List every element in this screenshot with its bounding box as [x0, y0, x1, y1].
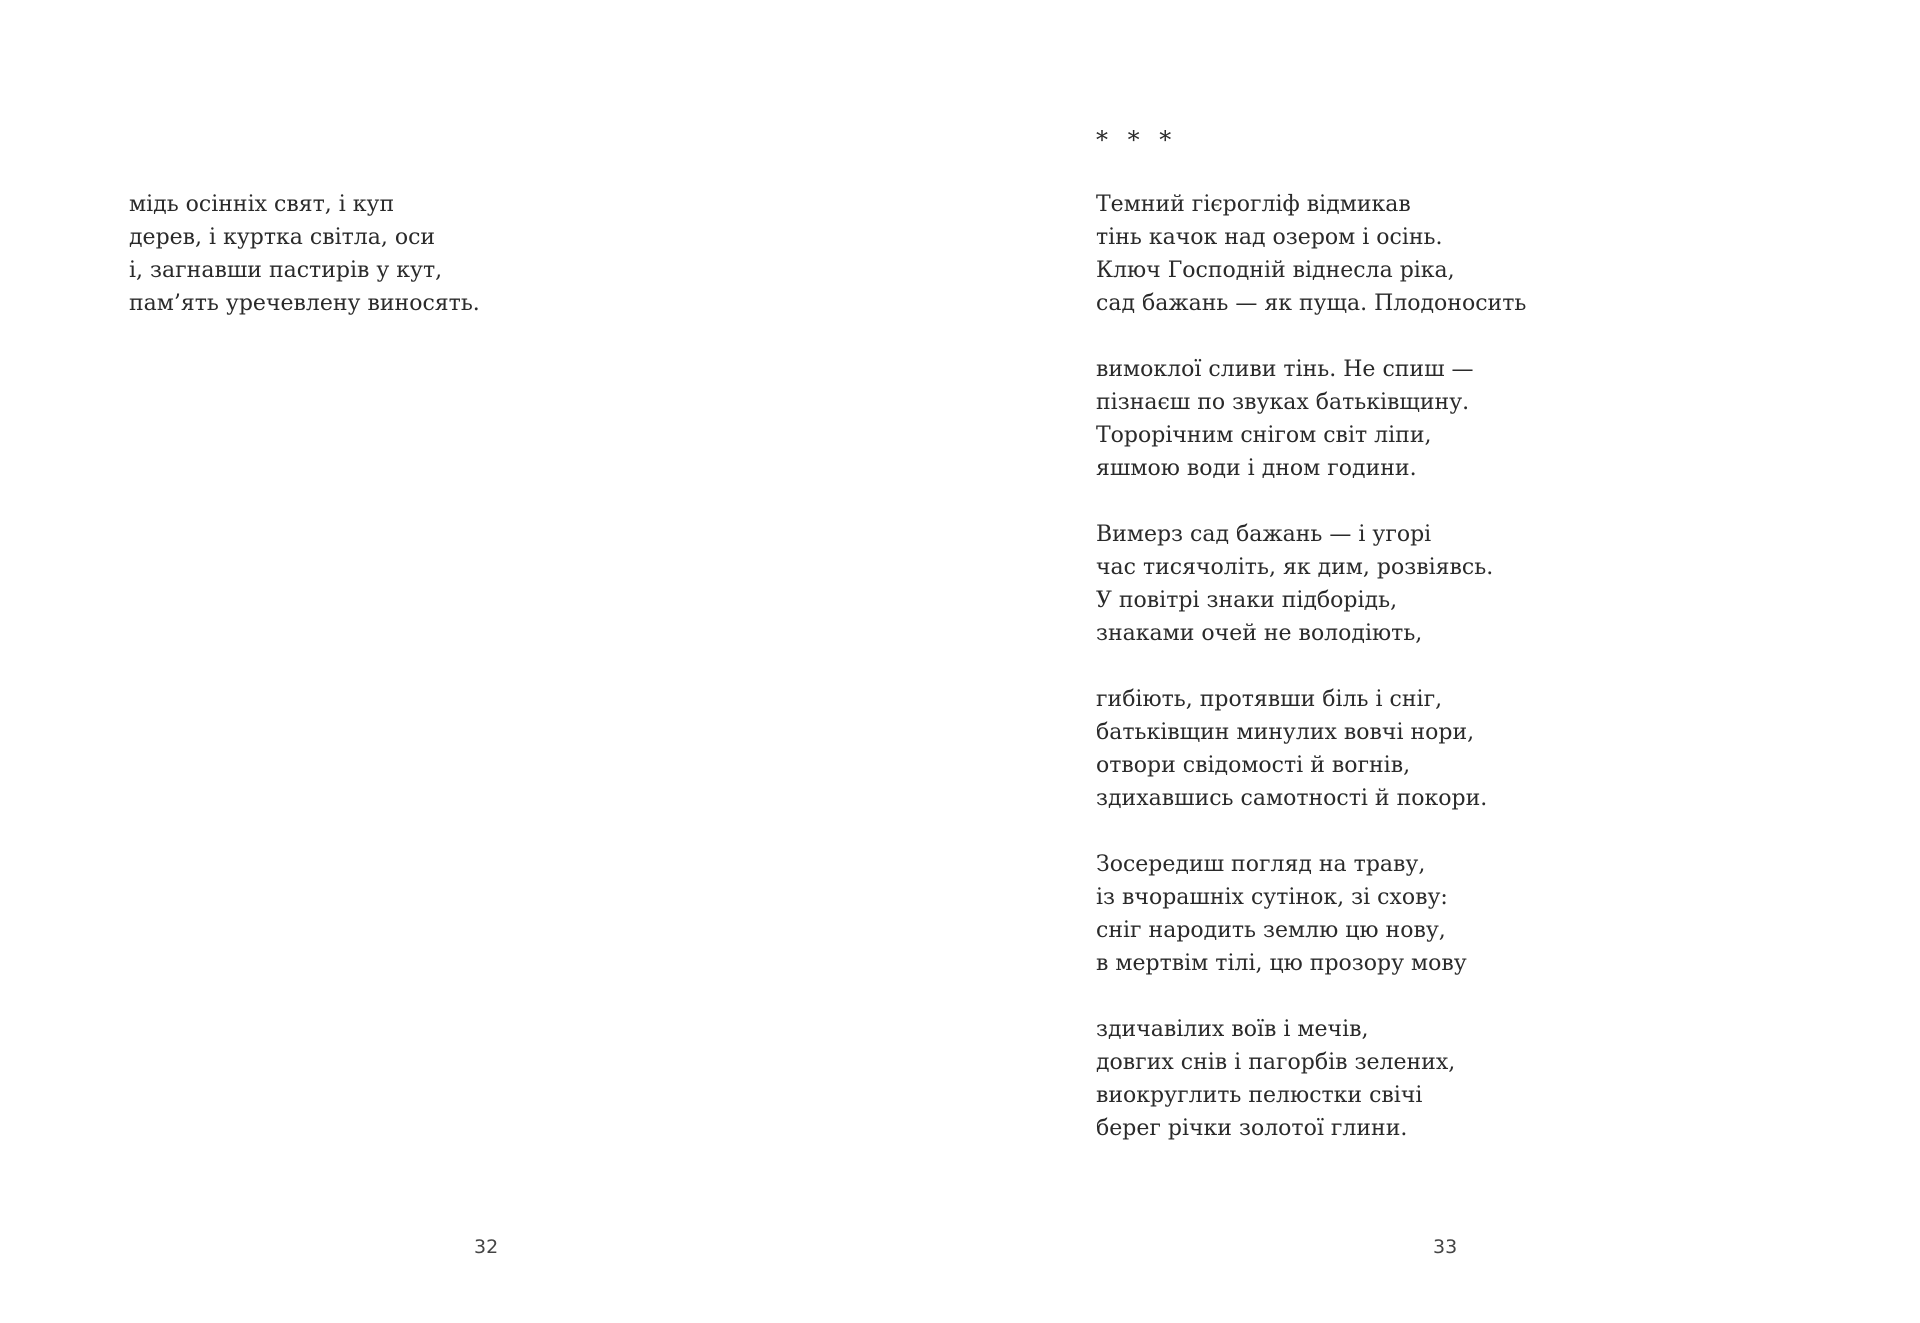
stanza [1096, 683, 1526, 815]
poem-line: мідь осінніх свят, і куп [129, 192, 395, 217]
poem-line: вимоклої сливи тінь. Не спиш — [1096, 357, 1474, 382]
poem-line: Ключ Господній віднесла ріка, [1096, 258, 1455, 283]
poem-line: Торорічним снігом світ ліпи, [1096, 423, 1432, 448]
page-number: 33 [1433, 1236, 1458, 1258]
poem-line: Вимерз сад бажань — і угорі [1096, 522, 1432, 547]
poem-line: здичавілих воїв і мечів, [1096, 1017, 1369, 1042]
poem-line: отвори свідомості й вогнів, [1096, 753, 1411, 778]
poem-line: і, загнавши пастирів у кут, [129, 258, 443, 283]
poem-line: дерев, і куртка світла, оси [129, 225, 436, 250]
poem-line: тінь качок над озером і осінь. [1096, 225, 1443, 250]
poem-line: сад бажань — як пуща. Плодоносить [1096, 291, 1527, 316]
stanza [1096, 518, 1526, 650]
stanza [1096, 353, 1526, 485]
poem-line: виокруглить пелюстки свічі [1096, 1083, 1423, 1108]
poem-line: батьківщин минулих вовчі нори, [1096, 720, 1475, 745]
poem-line: гибіють, протявши біль і сніг, [1096, 687, 1443, 712]
stanza [1096, 1013, 1526, 1145]
poem-line: Зосередиш погляд на траву, [1096, 852, 1426, 877]
section-mark: * * * [1096, 126, 1178, 154]
poem [1096, 188, 1526, 1145]
poem-continuation [129, 188, 480, 320]
poem-line: яшмою води і дном години. [1096, 456, 1417, 481]
poem-line: берег річки золотої глини. [1096, 1116, 1408, 1141]
poem-line: Темний гієрогліф відмикав [1096, 192, 1411, 217]
poem-line: У повітрі знаки підборідь, [1096, 588, 1398, 613]
poem-line: довгих снів і пагорбів зелених, [1096, 1050, 1456, 1075]
poem-line: знаками очей не володіють, [1096, 621, 1423, 646]
poem-line: пізнаєш по звуках батьківщину. [1096, 390, 1470, 415]
poem-line: сніг народить землю цю нову, [1096, 918, 1446, 943]
stanza [1096, 188, 1526, 320]
stanza [1096, 848, 1526, 980]
page-number: 32 [474, 1236, 499, 1258]
poem-line: в мертвім тілі, цю прозору мову [1096, 951, 1467, 976]
poem-line: здихавшись самотності й покори. [1096, 786, 1488, 811]
poem-line: із вчорашніх сутінок, зі схову: [1096, 885, 1448, 910]
poem-line: пам’ять уречевлену виносять. [129, 291, 480, 316]
right-page [960, 0, 1920, 1323]
stanza [129, 188, 480, 320]
poem-line: час тисячоліть, як дим, розвіявсь. [1096, 555, 1494, 580]
